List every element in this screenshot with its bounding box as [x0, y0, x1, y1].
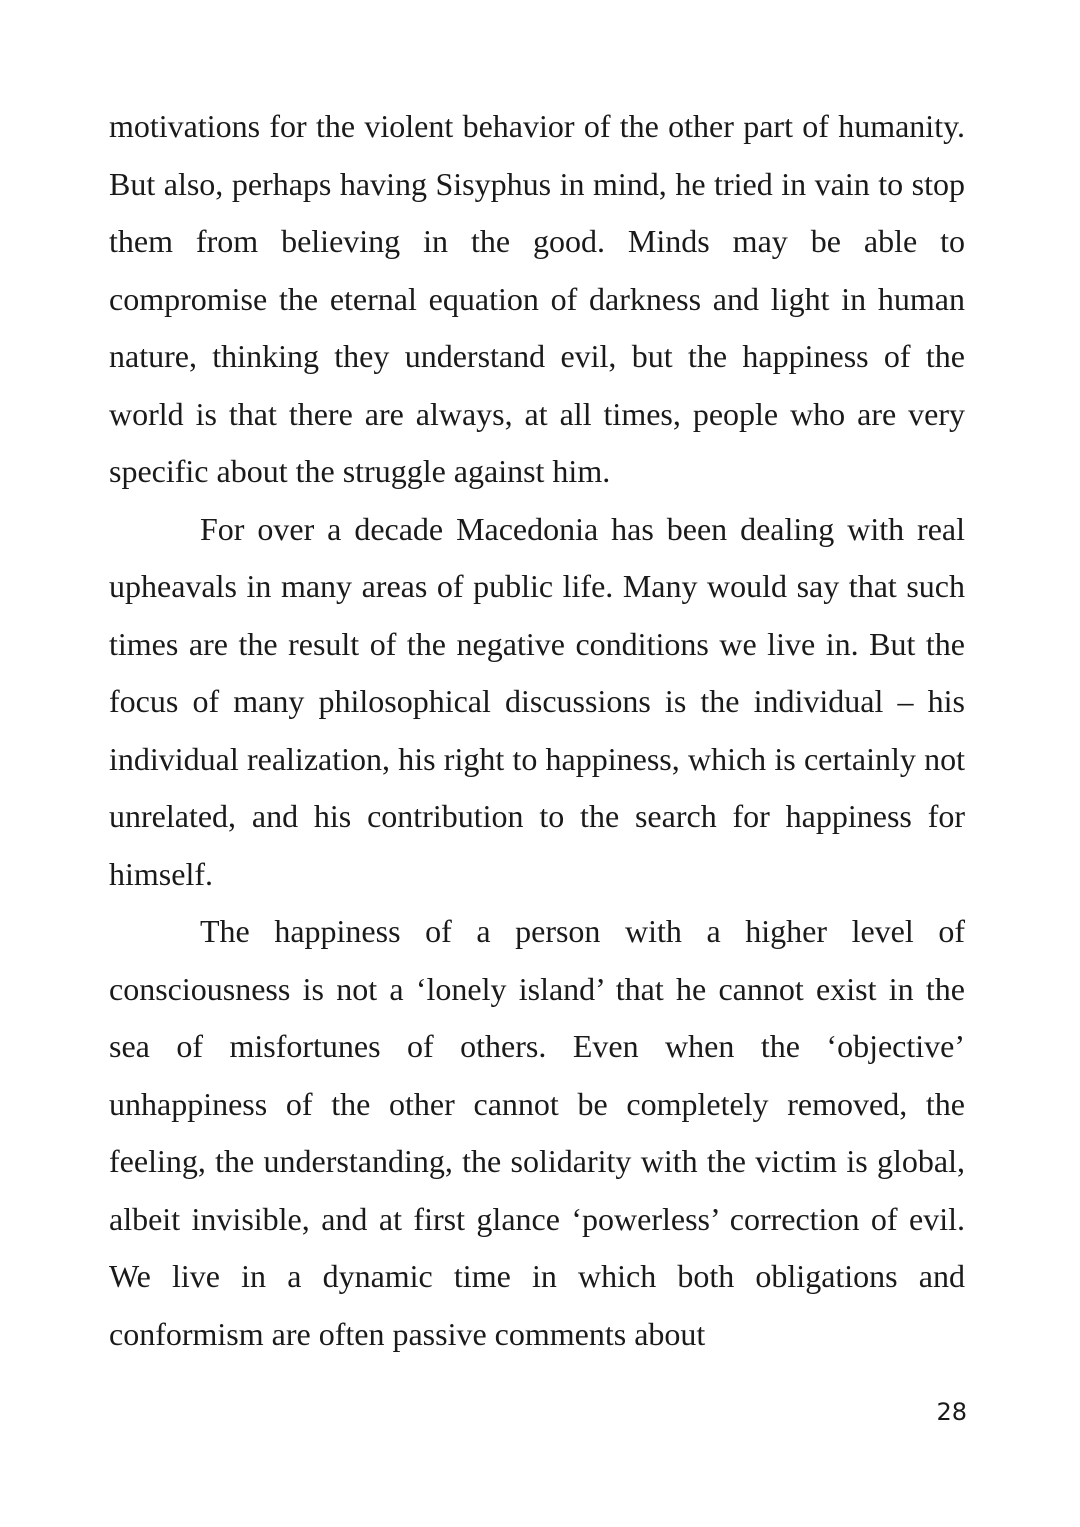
page-number: 28: [936, 1398, 967, 1426]
paragraph-1: motivations for the violent behavior of the other part of humanity. But also, perhaps having Sisyphus in mind, he tried in vain to stop them from believing in the good. Minds may be able to compromise the eternal equation of darkness and light in human nature, thinking they understand evil, but the happiness of the world is that there are always, at all times, people who are very specific about the struggle against him.: [109, 108, 965, 489]
body-text: [109, 98, 965, 1363]
paragraph-3: The happiness of a person with a higher level of consciousness is not a ‘lonely island’ that he cannot exist in the sea of misfortunes of others. Even when the ‘objective’ unhappiness of the other cannot be completely removed, the feeling, the understanding, the solidarity with the victim is global, albeit invisible, and at first glance ‘powerless’ correction of evil. We live in a dynamic time in which both obligations and conformism are often passive comments about: [109, 913, 965, 1352]
paragraph-2: For over a decade Macedonia has been dealing with real upheavals in many areas of public life. Many would say that such times are the result of the negative conditions we live in. But the focus of many philosophical discussions is the individual – his individual realization, his right to happiness, which is certainly not unrelated, and his contribution to the search for happiness for himself.: [109, 510, 965, 892]
